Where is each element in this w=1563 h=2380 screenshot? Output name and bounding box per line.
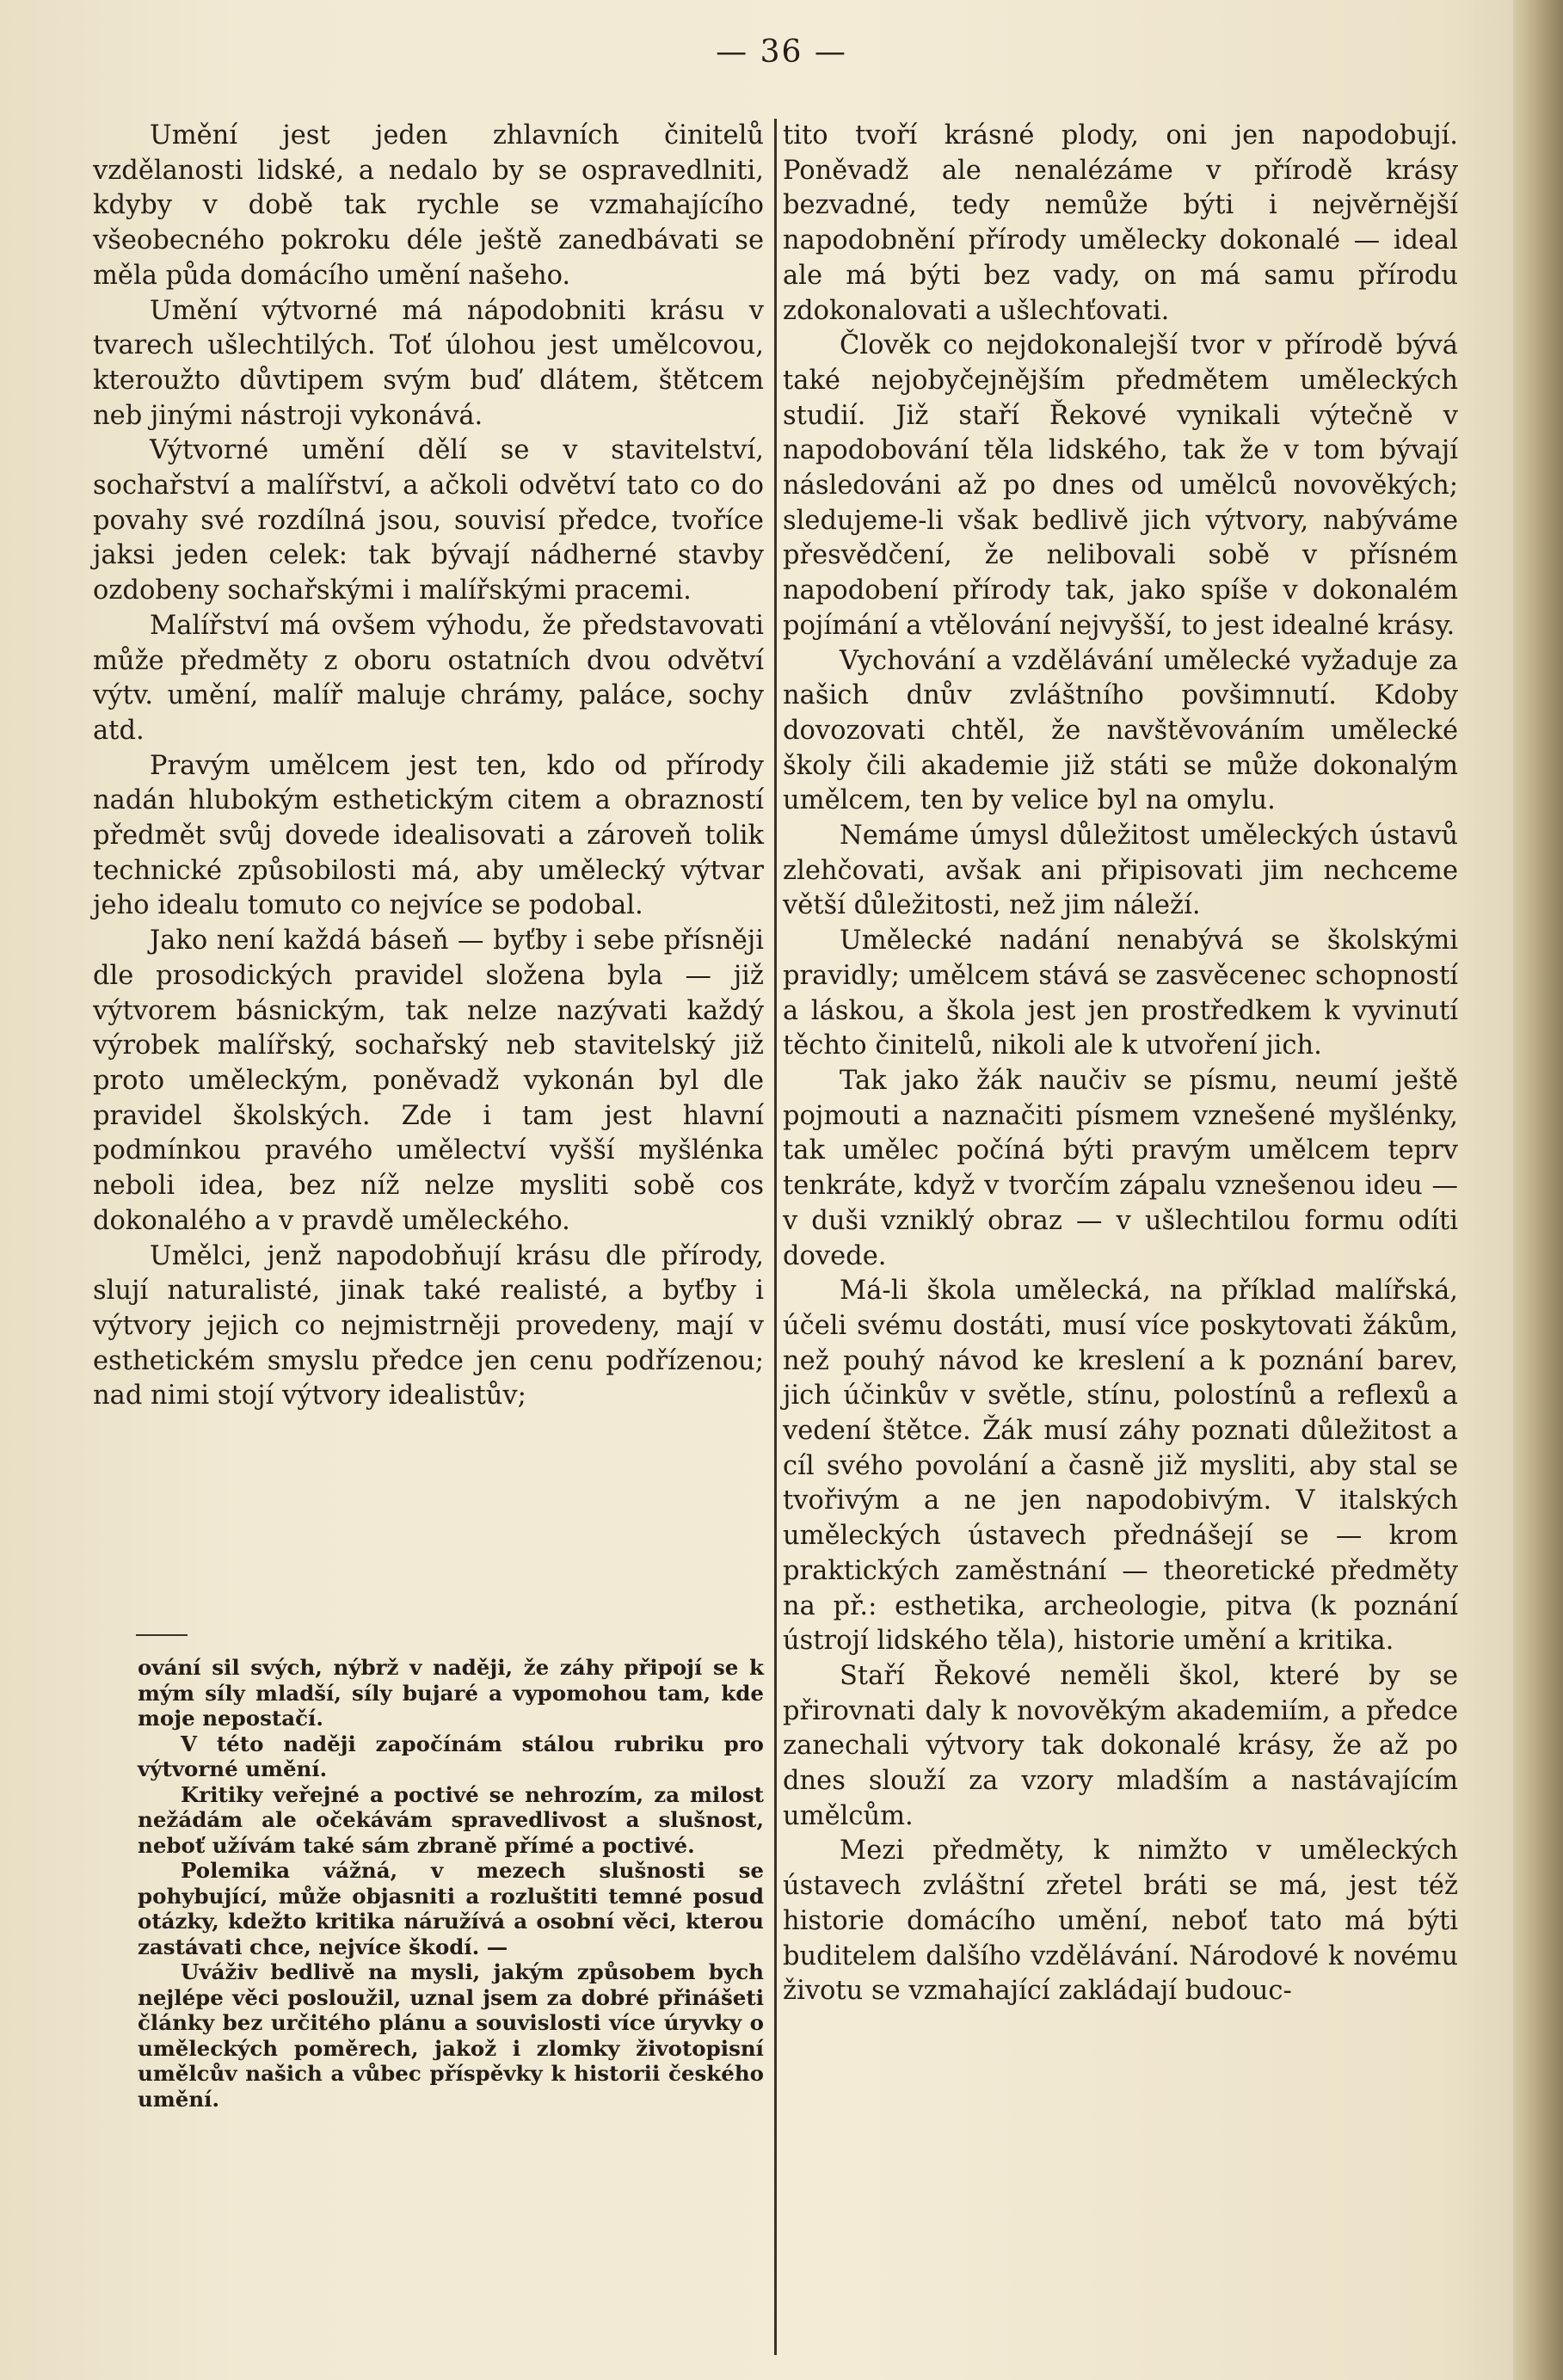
page-number: — 36 — [716, 34, 847, 70]
paragraph: Člověk co nejdokonalejší tvor v přírodě bývá také nejobyčejnějším předmětem uměleckých studií. Již staří Řekové vynikali výtečně v napodobování těla lidského, tak že v tom bývají následováni až po dnes od umělců novověkých; sledujeme-li však bedlivě jich výtvory, nabýváme přesvědčení, že nelibovali sobě v přísném napodobení přírody tak, jako spíše v dokonalém pojímání a vtělování nejvyšší, to jest idealné krásy. [783, 330, 1458, 641]
paragraph: Výtvorné umění dělí se v stavitelství, sochařství a malířství, a ačkoli odvětví tato co do povahy své rozdílná jsou, souvisí předce, tvoříce jaksi jeden celek: tak bývají nádherné stavby ozdobeny sochařskými i malířskými pracemi. [93, 435, 764, 606]
paragraph: Umění jest jeden zhlavních činitelů vzdělanosti lidské, a nedalo by se ospravedlniti, kdyby v době tak rychle se vzmahajícího všeobecného pokroku déle ještě zanedbávati se měla půda domácího umění našeho. [93, 120, 764, 291]
paragraph: Mezi předměty, k nimžto v uměleckých ústavech zvláštní zřetel bráti se má, jest též historie domácího umění, neboť tato má býti buditelem dalšího vzdělávání. Národové k novému životu se vzmahající zakládají budouc- [783, 1836, 1458, 2007]
paragraph: Má-li škola umělecká, na příklad malířská, účeli svému dostáti, musí více poskytovati žákům, než pouhý návod ke kreslení a k poznání barev, jich účinkův v světle, stínu, polostínů a reflexů a vedení štětce. Žák musí záhy poznati důležitost a cíl svého povolání a časně již mysliti, aby stal se tvořivým a ne jen napodobivým. V italských uměleckých ústavech přednášejí se — krom praktických zaměstnání — theoretické předměty na př.: esthetika, archeologie, pitva (k poznání ústrojí lidského těla), historie umění a kritika. [783, 1276, 1458, 1657]
footnote-paragraph: Uváživ bedlivě na mysli, jakým způsobem bych nejlépe věci posloužil, uznal jsem za dobré přinášeti články bez určitého plánu a souvislosti více úryvky o uměleckých poměrech, jakož i zlomky životopisní umělcův našich a vůbec příspěvky k historii českého umění. [138, 1959, 764, 2112]
paragraph: Umění výtvorné má nápodobniti krásu v tvarech ušlechtilých. Toť úlohou jest umělcovou, kteroužto důvtipem svým buď dlátem, štětcem neb jinými nástroji vykonává. [93, 295, 764, 431]
page-binding-edge [1513, 0, 1563, 2380]
right-text-column [783, 119, 1458, 2009]
footnote-paragraph: ování sil svých, nýbrž v naději, že záhy připojí se k mým síly mladší, síly bujaré a vypomohou tam, kde moje nepostačí. [138, 1655, 764, 1731]
left-text-column [93, 119, 764, 1414]
paragraph: Jako není každá báseň — byťby i sebe přísněji dle prosodických pravidel složena byla — již výtvorem básnickým, tak nelze nazývati každý výrobek malířský, sochařský neb stavitelský již proto uměleckým, poněvadž vykonán byl dle pravidel školských. Zde i tam jest hlavní podmínkou pravého umělectví vyšší myšlénka neboli idea, bez níž nelze mysliti sobě cos dokonalého a v pravdě uměleckého. [93, 926, 764, 1236]
paragraph: Vychování a vzdělávání umělecké vyžaduje za našich dnův zvláštního povšimnutí. Kdoby dovozovati chtěl, že navštěvováním umělecké školy čili akademie již státi se může dokonalým umělcem, ten by velice byl na omylu. [783, 645, 1458, 816]
footnote-paragraph: Polemika vážná, v mezech slušnosti se pohybující, může objasniti a rozluštiti temné posud otázky, kdežto kritika náružívá a osobní věci, kterou zastávati chce, nejvíce škodí. — [138, 1858, 764, 1959]
footnotes-block [138, 1655, 764, 2112]
paragraph: Tak jako žák naučiv se písmu, neumí ještě pojmouti a naznačiti písmem vznešené myšlénky, tak umělec počíná býti pravým umělcem teprv tenkráte, když v tvorčím zápalu vznešenou ideu — v duši vzniklý obraz — v ušlechtilou formu odíti dovede. [783, 1065, 1458, 1271]
footnote-paragraph: Kritiky veřejné a poctivé se nehrozím, za milost nežádám ale očekávám spravedlivost a slušnost, neboť užívám také sám zbraně přímé a poctivé. [138, 1781, 764, 1858]
paragraph: Umělecké nadání nenabývá se školskými pravidly; umělcem stává se zasvěcenec schopností a láskou, a škola jest jen prostředkem k vyvinutí těchto činitelů, nikoli ale k utvoření jich. [783, 926, 1458, 1061]
paragraph: Pravým umělcem jest ten, kdo od přírody nadán hlubokým esthetickým citem a obrazností předmět svůj dovede idealisovati a zároveň tolik technické způsobilosti má, aby umělecký výtvar jeho idealu tomuto co nejvíce se podobal. [93, 750, 764, 921]
paragraph: Malířství má ovšem výhodu, že představovati může předměty z oboru ostatních dvou odvětví výtv. umění, malíř maluje chrámy, paláce, sochy atd. [93, 610, 764, 746]
footnote-paragraph: V této naději započínám stálou rubriku pro výtvorné umění. [138, 1731, 764, 1781]
paragraph: tito tvoří krásné plody, oni jen napodobují. Poněvadž ale nenalézáme v přírodě krásy bezvadné, tedy nemůže býti i nejvěrnější napodobnění přírody umělecky dokonalé — ideal ale má býti bez vady, on má samu přírodu zdokonalovati a ušlechťovati. [783, 120, 1458, 326]
paragraph: Nemáme úmysl důležitost uměleckých ústavů zlehčovati, avšak ani připisovati jim nechceme větší důležitosti, než jim náleží. [783, 821, 1458, 921]
paragraph: Umělci, jenž napodobňují krásu dle přírody, slují naturalisté, jinak také realisté, a byťby i výtvory jejich co nejmistrněji provedeny, mají v esthetickém smyslu předce jen cenu podřízenou; nad nimi stojí výtvory idealistův; [93, 1240, 764, 1411]
footnote-divider [136, 1634, 188, 1636]
paragraph: Staří Řekové neměli škol, které by se přirovnati daly k novověkým akademiím, a předce zanechali výtvory tak dokonalé krásy, že až po dnes slouží za vzory mladším a nastávajícím umělcům. [783, 1660, 1458, 1831]
column-divider [774, 119, 777, 2355]
